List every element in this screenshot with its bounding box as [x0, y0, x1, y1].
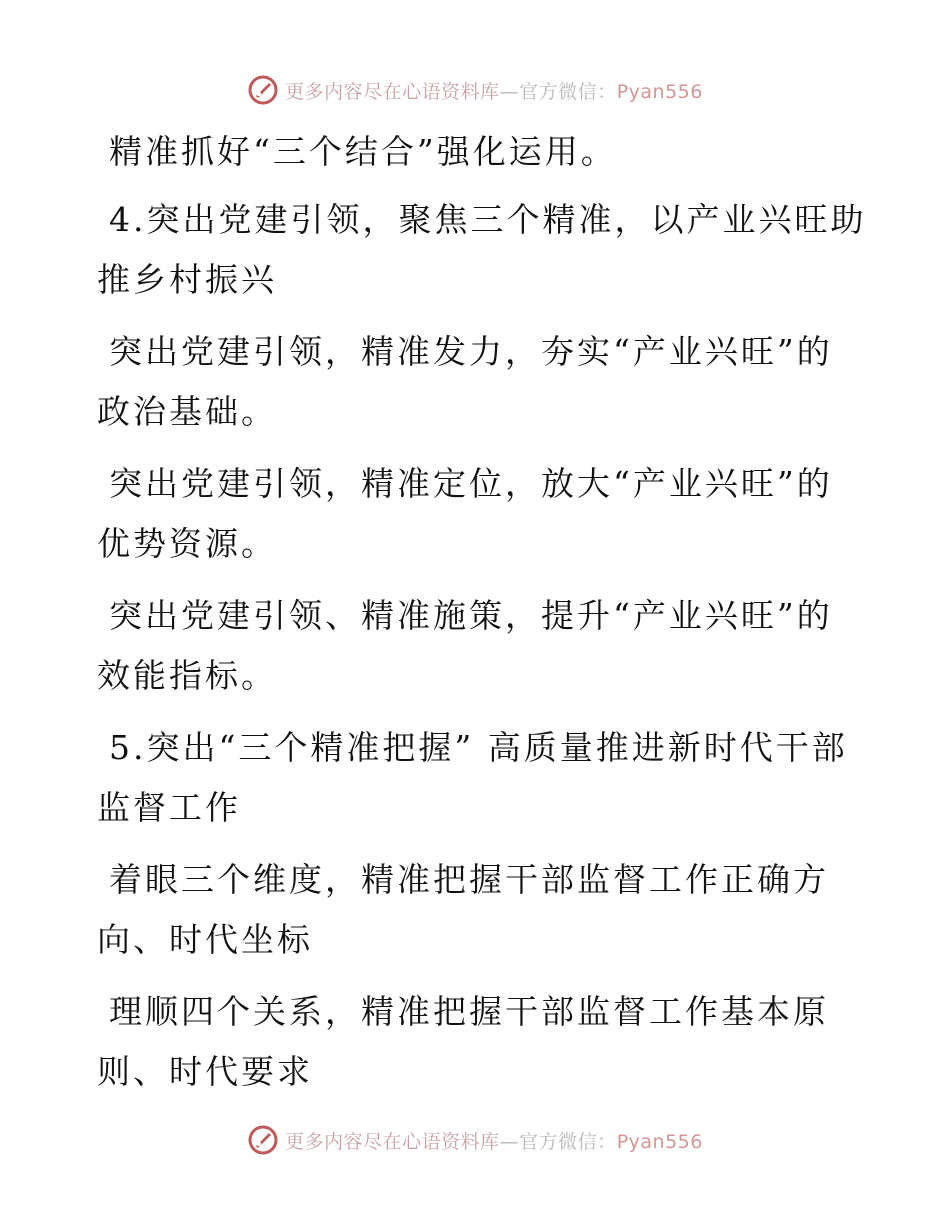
paragraph-line: 向、时代坐标: [97, 920, 313, 959]
paragraph-line: 优势资源。: [97, 524, 277, 563]
paragraph-line: 突出党建引领，精准定位，放大“产业兴旺”的: [109, 464, 833, 503]
header-wechat-label: 官方微信：: [519, 80, 617, 103]
paragraph-line: 效能指标。: [97, 656, 277, 695]
quill-circle-icon: [247, 74, 279, 106]
paragraph-line: 精准抓好“三个结合”强化运用。: [109, 132, 617, 171]
section-heading-line: 5.突出“三个精准把握” 高质量推进新时代干部: [109, 728, 848, 767]
footer-text: [285, 1127, 703, 1154]
paragraph-line: 着眼三个维度，精准把握干部监督工作正确方: [109, 860, 829, 899]
paragraph-line: 理顺四个关系，精准把握干部监督工作基本原: [109, 992, 829, 1031]
section-heading-line: 推乡村振兴: [97, 260, 277, 299]
header-brand-text: 更多内容尽在心语资料库: [285, 80, 500, 103]
footer-wechat-label: 官方微信：: [519, 1130, 617, 1153]
quill-circle-icon: [247, 1124, 279, 1156]
footer-separator: —: [499, 1130, 520, 1153]
section-heading-line: 监督工作: [97, 788, 241, 827]
section-heading-line: 4.突出党建引领，聚焦三个精准，以产业兴旺助: [109, 200, 867, 239]
paragraph-line: 政治基础。: [97, 392, 277, 431]
paragraph-line: 突出党建引领、精准施策，提升“产业兴旺”的: [109, 596, 833, 635]
footer-brand-text: 更多内容尽在心语资料库: [285, 1130, 500, 1153]
header-text: [285, 77, 703, 104]
header-separator: —: [499, 80, 520, 103]
footer-wechat-id: Pyan556: [616, 1130, 703, 1153]
footer-banner: [0, 1120, 950, 1160]
paragraph-line: 则、时代要求: [97, 1052, 313, 1091]
header-banner: [0, 70, 950, 110]
header-wechat-id: Pyan556: [616, 80, 703, 103]
paragraph-line: 突出党建引领，精准发力，夯实“产业兴旺”的: [109, 332, 833, 371]
